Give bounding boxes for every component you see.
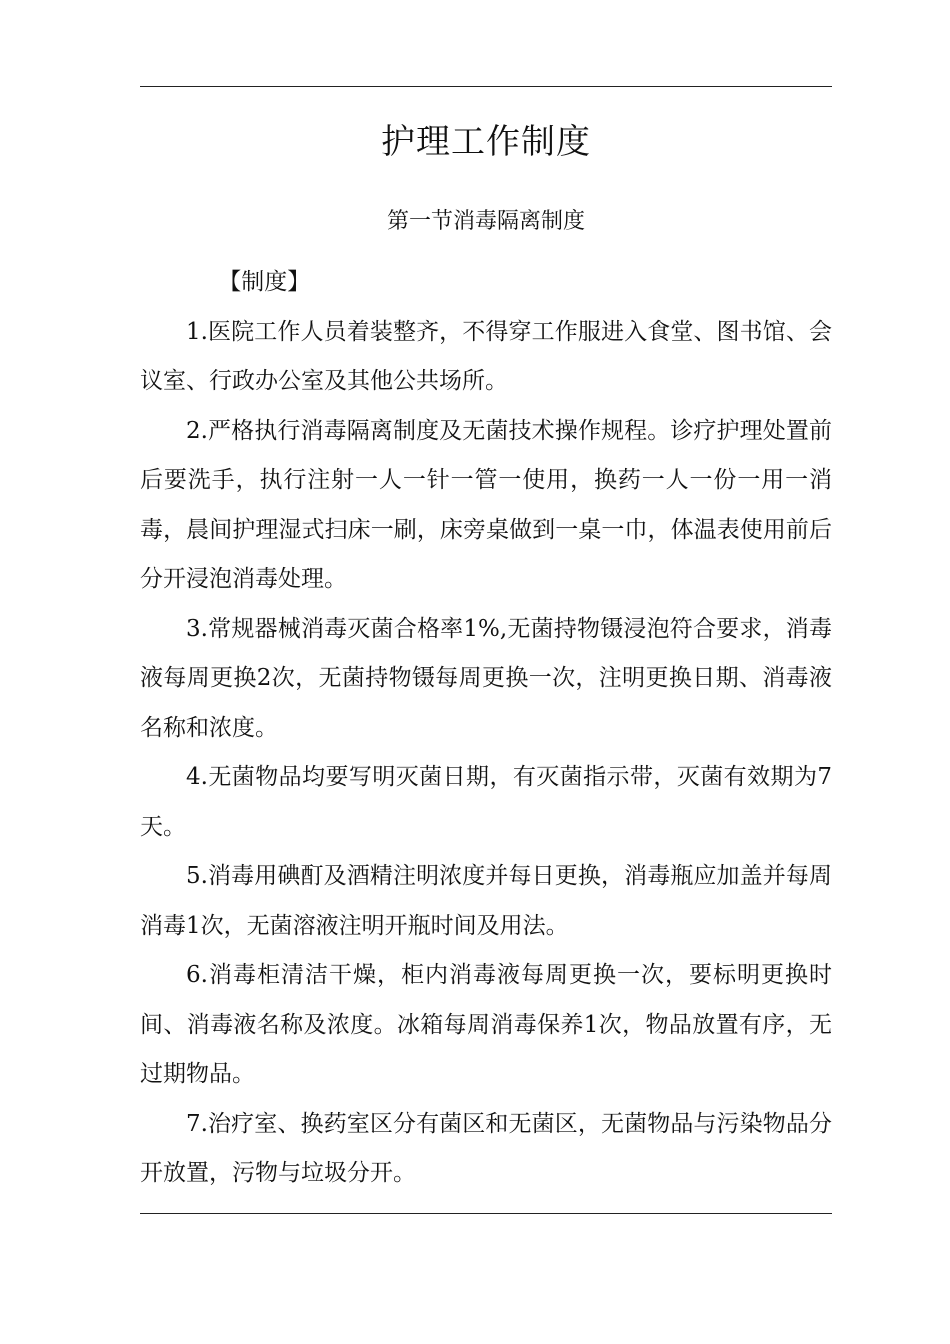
paragraph-7: 7.治疗室、换药室区分有菌区和无菌区，无菌物品与污染物品分开放置，污物与垃圾分开。 (140, 1110, 832, 1186)
document-title: 护理工作制度 (381, 122, 591, 162)
document-body (140, 258, 832, 1199)
paragraph-1: 1.医院工作人员着装整齐，不得穿工作服进入食堂、图书馆、会议室、行政办公室及其他公共场所。 (140, 318, 832, 394)
section-heading: 【制度】 (218, 269, 311, 295)
section-title: 第一节消毒隔离制度 (386, 209, 585, 234)
paragraph-2: 2.严格执行消毒隔离制度及无菌技术操作规程。诊疗护理处置前后要洗手，执行注射一人一针一管一使用，换药一人一份一用一消毒，晨间护理湿式扫床一刷，床旁桌做到一桌一巾，体温表使用前后分开浸泡消毒处理。 (140, 417, 832, 592)
paragraph-4: 4.无菌物品均要写明灭菌日期，有灭菌指示带，灭菌有效期为7天。 (140, 764, 832, 840)
paragraph-5: 5.消毒用碘酊及酒精注明浓度并每日更换，消毒瓶应加盖并每周消毒1次，无菌溶液注明开瓶时间及用法。 (140, 863, 832, 939)
bottom-rule (140, 1213, 832, 1214)
paragraph-6: 6.消毒柜清洁干燥，柜内消毒液每周更换一次，要标明更换时间、消毒液名称及浓度。冰箱每周消毒保养1次，物品放置有序，无过期物品。 (140, 962, 832, 1087)
top-rule (140, 86, 832, 87)
paragraph-3: 3.常规器械消毒灭菌合格率1%,无菌持物镊浸泡符合要求，消毒液每周更换2次，无菌持物镊每周更换一次，注明更换日期、消毒液名称和浓度。 (140, 615, 832, 741)
